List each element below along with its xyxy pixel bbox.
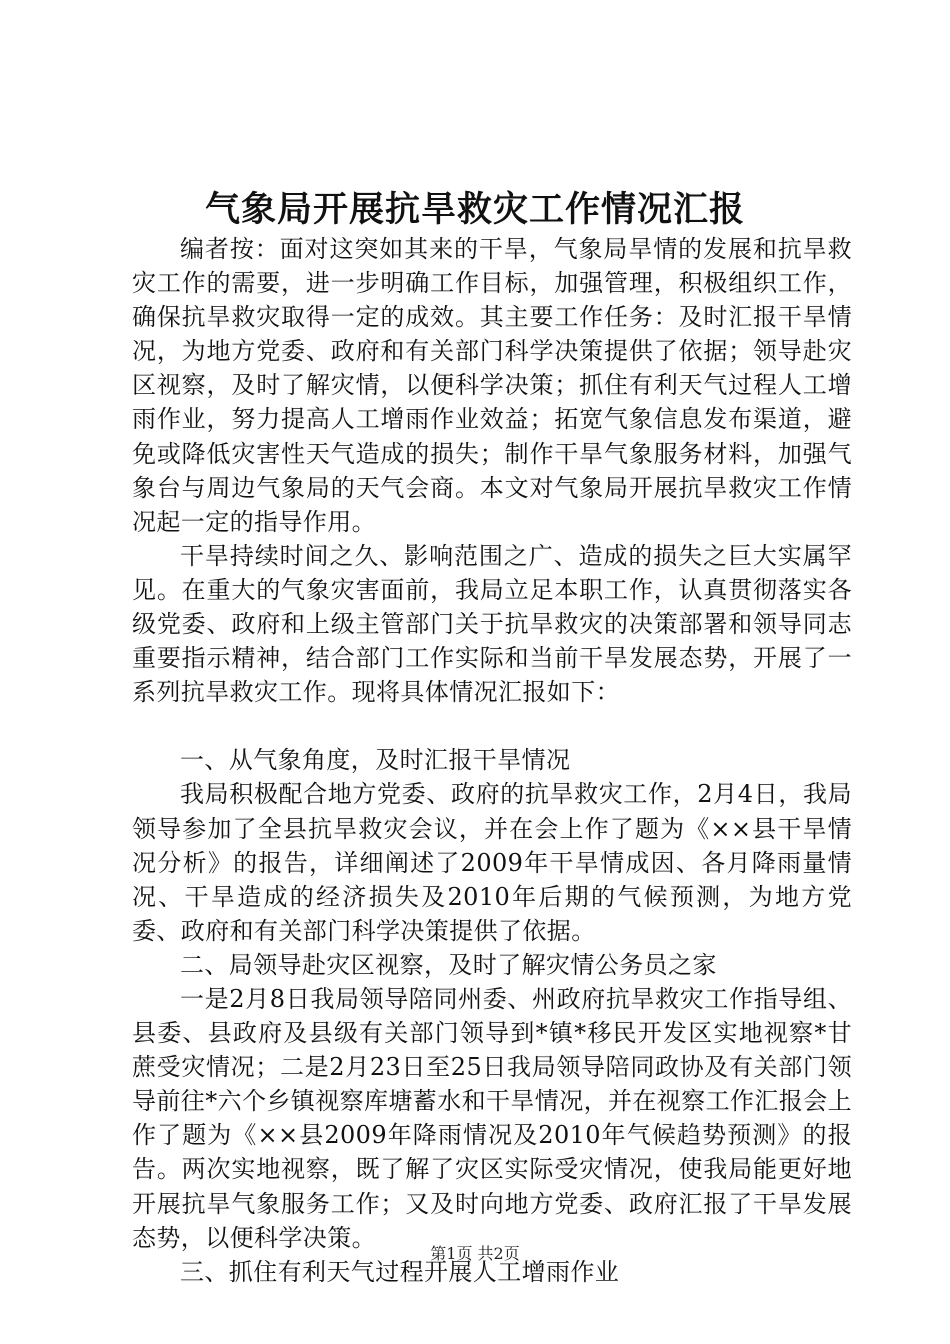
section-text-1: 我局积极配合地方党委、政府的抗旱救灾工作，2月4日，我局领导参加了全县抗旱救灾会议，并在会上作了题为《××县干旱情况分析》的报告，详细阐述了2009年干旱情成因、各月降雨量情况、干旱造成的经济损失及2010年后期的气候预测，为地方党委、政府和有关部门科学决策提供了依据。 (132, 780, 852, 945)
paragraph-gap (132, 709, 852, 743)
intro-paragraph: 干旱持续时间之久、影响范围之广、造成的损失之巨大实属罕见。在重大的气象灾害面前，我局立足本职工作，认真贯彻落实各级党委、政府和上级主管部门关于抗旱救灾的决策部署和领导同志重要指示精神，结合部门工作实际和当前干旱发展态势，开展了一系列抗旱救灾工作。现将具体情况汇报如下： (132, 541, 852, 707)
section-text-2: 一是2月8日我局领导陪同州委、州政府抗旱救灾工作指导组、县委、县政府及县级有关部门领导到*镇*移民开发区实地视察*甘蔗受灾情况；二是2月23日至25日我局领导陪同政协及有关部门领导前往*六个乡镇视察库塘蓄水和干旱情况，并在视察工作汇报会上作了题为《××县2009年降雨情况及2010年气候趋势预测》的报告。两次实地视察，既了解了灾区实际受灾情况，使我局能更好地开展抗旱气象服务工作；又及时向地方党委、政府汇报了干旱发展态势，以便科学决策。 (132, 984, 852, 1252)
page-number-footer: 第1页 共2页 (430, 1244, 520, 1263)
editor-note-paragraph: 编者按：面对这突如其来的干旱，气象局旱情的发展和抗旱救灾工作的需要，进一步明确工作目标，加强管理，积极组织工作，确保抗旱救灾取得一定的成效。其主要工作任务：及时汇报干旱情况，为地方党委、政府和有关部门科学决策提供了依据；领导赴灾区视察，及时了解灾情，以便科学决策；抓住有利天气过程人工增雨作业，努力提高人工增雨作业效益；拓宽气象信息发布渠道，避免或降低灾害性天气造成的损失；制作干旱气象服务材料，加强气象台与周边气象局的天气会商。本文对气象局开展抗旱救灾工作情况起一定的指导作用。 (132, 235, 852, 536)
document-title: 气象局开展抗旱救灾工作情况汇报 (204, 189, 745, 230)
document-body (132, 232, 852, 1289)
section-heading-2: 二、局领导赴灾区视察，及时了解灾情公务员之家 (180, 950, 717, 979)
section-heading-3: 三、抓住有利天气过程开展人工增雨作业 (180, 1257, 620, 1286)
section-heading-1: 一、从气象角度，及时汇报干旱情况 (180, 746, 571, 775)
